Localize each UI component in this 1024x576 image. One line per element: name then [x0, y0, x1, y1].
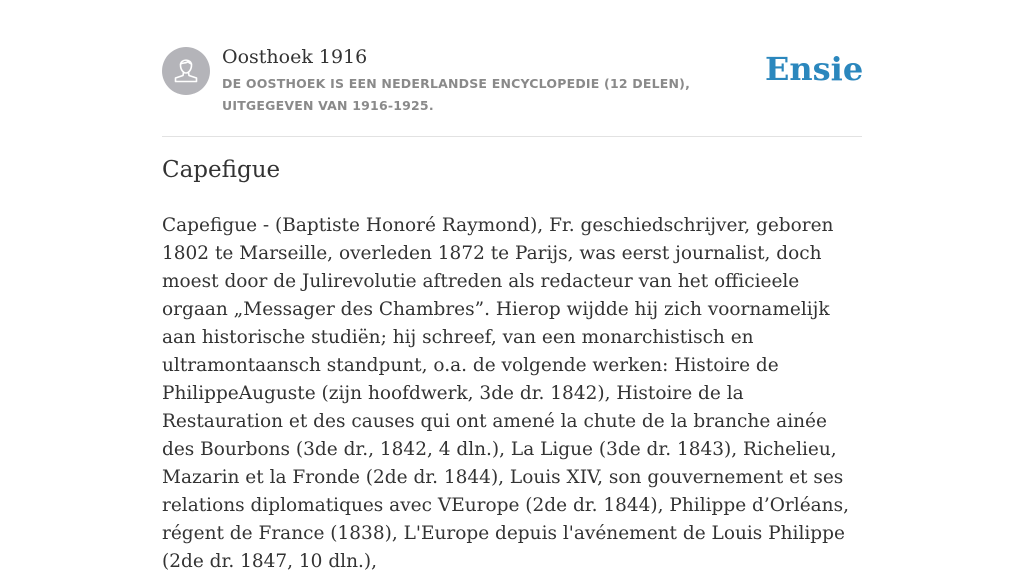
ensie-logo[interactable]: Ensie: [765, 50, 864, 88]
entry-title: Capefigue: [162, 157, 281, 183]
source-header: [162, 40, 862, 137]
source-description: DE OOSTHOEK IS EEN NEDERLANDSE ENCYCLOPEDIE (12 DELEN), UITGEGEVEN VAN 1916-1925.: [222, 76, 691, 113]
user-silhouette-icon: [162, 45, 210, 98]
source-name[interactable]: Oosthoek 1916: [222, 46, 368, 68]
source-avatar: [162, 47, 210, 95]
entry-body: Capefigue - (Baptiste Honoré Raymond), Fr. geschiedschrijver, geboren 1802 te Marseille, overleden 1872 te Parijs, was eerst journalist, doch moest door de Julirevolutie aftreden als redacteur van het officieele orgaan „Messager des Chambres”. Hierop wijdde hij zich voornamelijk aan historische studiën; hij schreef, van een monarchistisch en ultramontaansch standpunt, o.a. de volgende werken: Histoire de PhilippeAuguste (zijn hoofdwerk, 3de dr. 1842), Histoire de la Restauration et des causes qui ont amené la chute de la branche ainée des Bourbons (3de dr., 1842, 4 dln.), La Ligue (3de dr. 1843), Richelieu, Mazarin et la Fronde (2de dr. 1844), Louis XIV, son gouvernement et ses relations diplomatiques avec VEurope (2de dr. 1844), Philippe d’Orléans, régent de France (1838), L'Europe depuis l'avénement de Louis Philippe (2de dr. 1847, 10 dln.),: [162, 215, 849, 572]
